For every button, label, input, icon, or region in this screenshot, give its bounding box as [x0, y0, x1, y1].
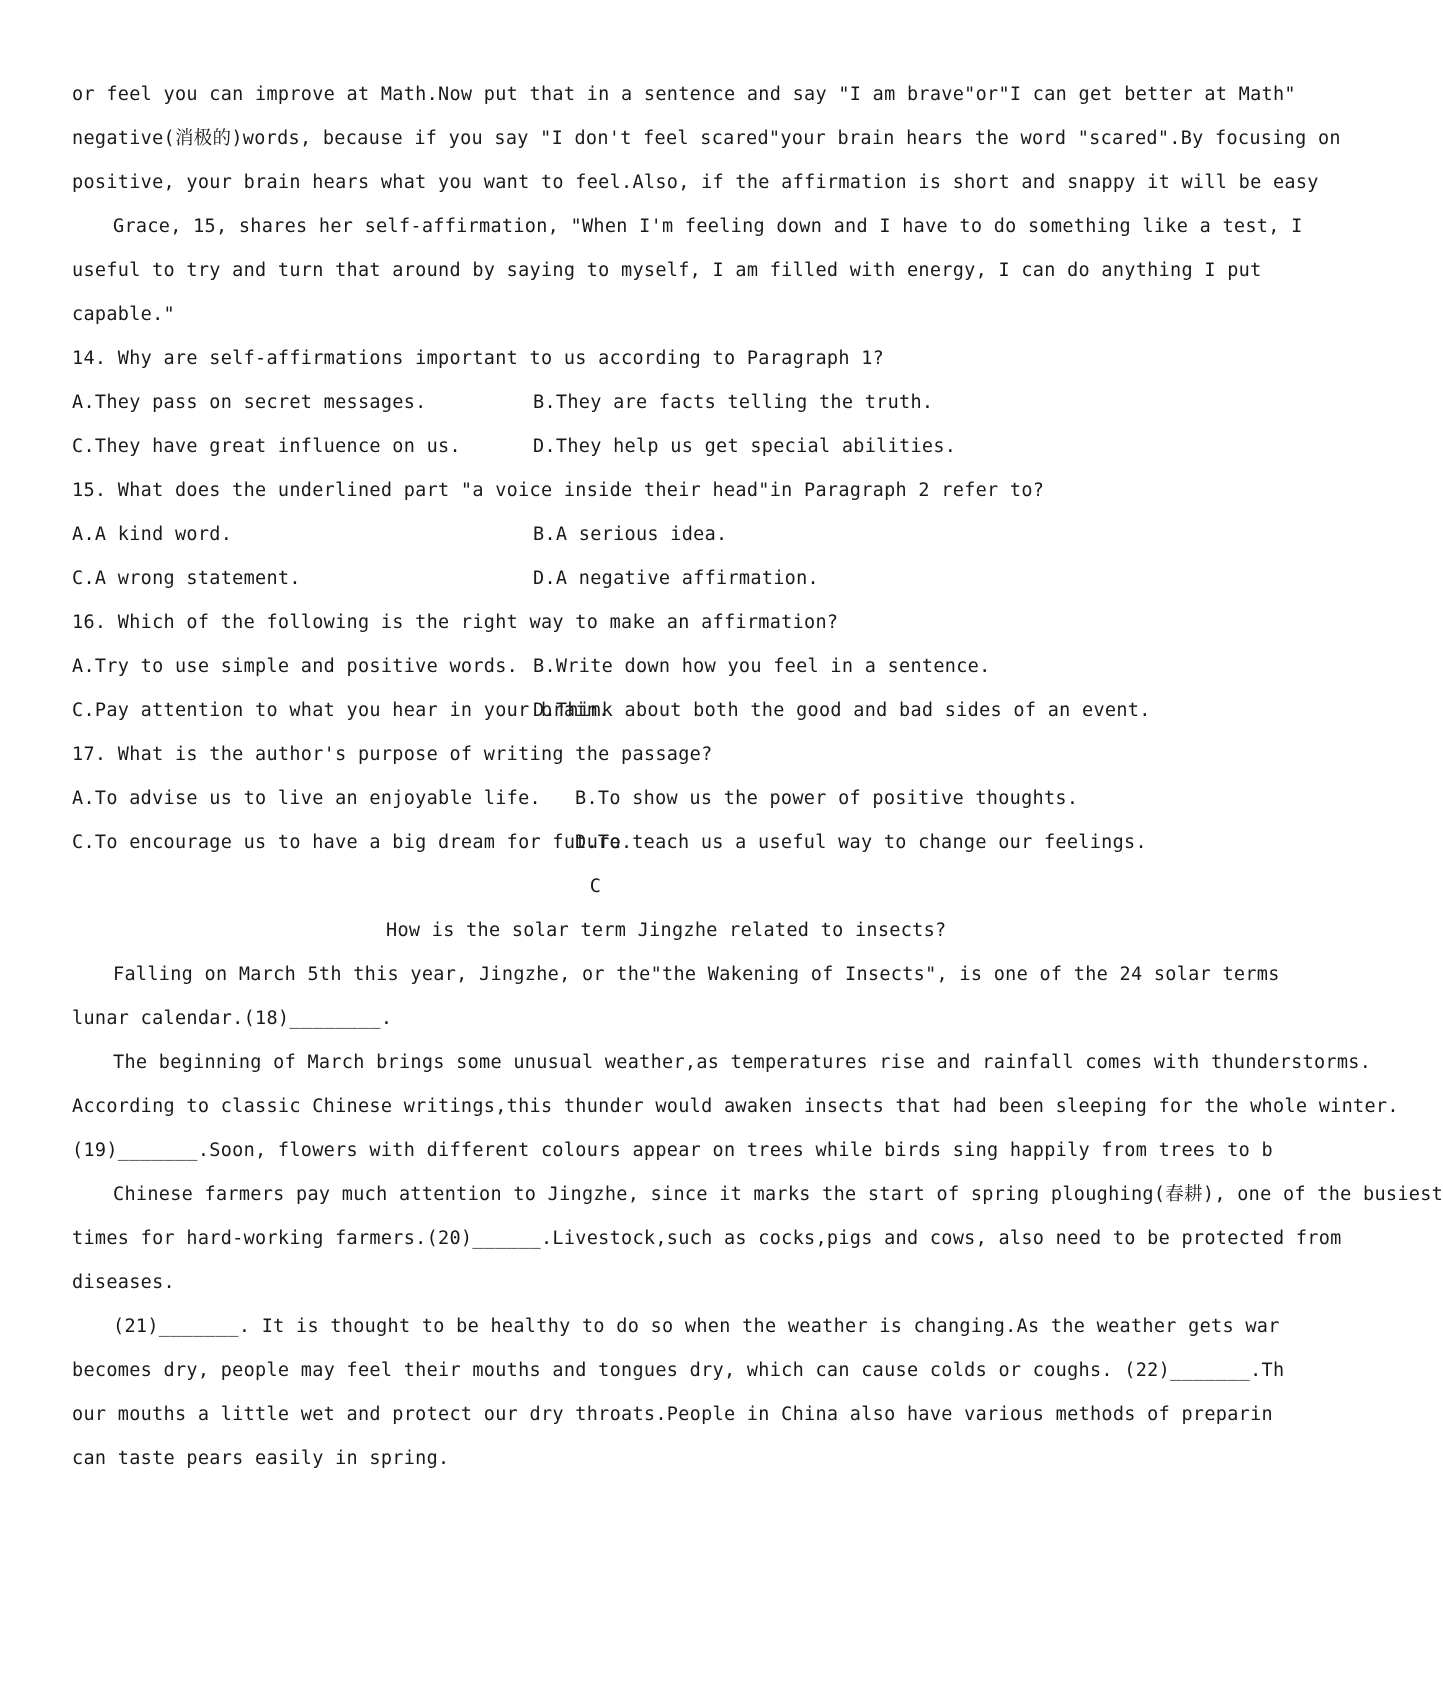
passage-line: Chinese farmers pay much attention to Jingzhe, since it marks the start of spring ploughing(春耕), one of the busiest [113, 1184, 1443, 1205]
passage-line: (21)_______. It is thought to be healthy to do so when the weather is changing.As the weather gets war [113, 1316, 1280, 1337]
option-c: C.To encourage us to have a big dream for future. [72, 832, 633, 853]
section-title: How is the solar term Jingzhe related to insects? [386, 920, 947, 941]
paragraph-line: useful to try and turn that around by saying to myself, I am filled with energy, I can do anything I put [72, 260, 1262, 281]
passage-line: According to classic Chinese writings,this thunder would awaken insects that had been sleeping for the whole winter. [72, 1096, 1399, 1117]
option-d: D.To teach us a useful way to change our feelings. [575, 832, 1147, 853]
question-stem: 16. Which of the following is the right way to make an affirmation? [72, 612, 839, 633]
option-c: C.A wrong statement. [72, 568, 301, 589]
question-stem: 14. Why are self-affirmations important to us according to Paragraph 1? [72, 348, 885, 369]
question-stem: 15. What does the underlined part "a voice inside their head"in Paragraph 2 refer to? [72, 480, 1045, 501]
passage-line: can taste pears easily in spring. [72, 1448, 450, 1469]
question-stem: 17. What is the author's purpose of writing the passage? [72, 744, 713, 765]
option-b: B.A serious idea. [533, 524, 728, 545]
passage-line: Falling on March 5th this year, Jingzhe, or the"the Wakening of Insects", is one of the 24 solar terms [113, 964, 1280, 985]
option-a: A.They pass on secret messages. [72, 392, 427, 413]
option-a: A.To advise us to live an enjoyable life. [72, 788, 541, 809]
section-letter: C [589, 876, 602, 897]
passage-line: lunar calendar.(18)________. [72, 1008, 393, 1029]
passage-line: becomes dry, people may feel their mouths and tongues dry, which can cause colds or coughs. (22)_______.Th [72, 1360, 1285, 1381]
passage-line: times for hard-working farmers.(20)______.Livestock,such as cocks,pigs and cows, also need to be protected from [72, 1228, 1342, 1249]
option-d: D.A negative affirmation. [533, 568, 819, 589]
passage-line: diseases. [72, 1272, 175, 1293]
option-d: D.Think about both the good and bad sides of an event. [533, 700, 1151, 721]
option-c: C.They have great influence on us. [72, 436, 461, 457]
option-b: B.Write down how you feel in a sentence. [533, 656, 991, 677]
option-a: A.Try to use simple and positive words. [72, 656, 519, 677]
passage-line: The beginning of March brings some unusual weather,as temperatures rise and rainfall comes with thunderstorms. [113, 1052, 1372, 1073]
passage-line: our mouths a little wet and protect our dry throats.People in China also have various methods of preparin [72, 1404, 1273, 1425]
passage-line: (19)_______.Soon, flowers with different colours appear on trees while birds sing happily from trees to b [72, 1140, 1273, 1161]
paragraph-line: negative(消极的)words, because if you say "I don't feel scared"your brain hears the word "scared".By focusing on [72, 128, 1341, 149]
option-b: B.They are facts telling the truth. [533, 392, 934, 413]
paragraph-line: capable." [72, 304, 175, 325]
option-b: B.To show us the power of positive thoughts. [575, 788, 1079, 809]
paragraph-line: Grace, 15, shares her self-affirmation, "When I'm feeling down and I have to do something like a test, I [113, 216, 1303, 237]
paragraph-line: or feel you can improve at Math.Now put that in a sentence and say "I am brave"or"I can get better at Math" [72, 84, 1296, 105]
option-c: C.Pay attention to what you hear in your brain. [72, 700, 610, 721]
option-d: D.They help us get special abilities. [533, 436, 957, 457]
option-a: A.A kind word. [72, 524, 233, 545]
paragraph-line: positive, your brain hears what you want to feel.Also, if the affirmation is short and snappy it will be easy [72, 172, 1319, 193]
